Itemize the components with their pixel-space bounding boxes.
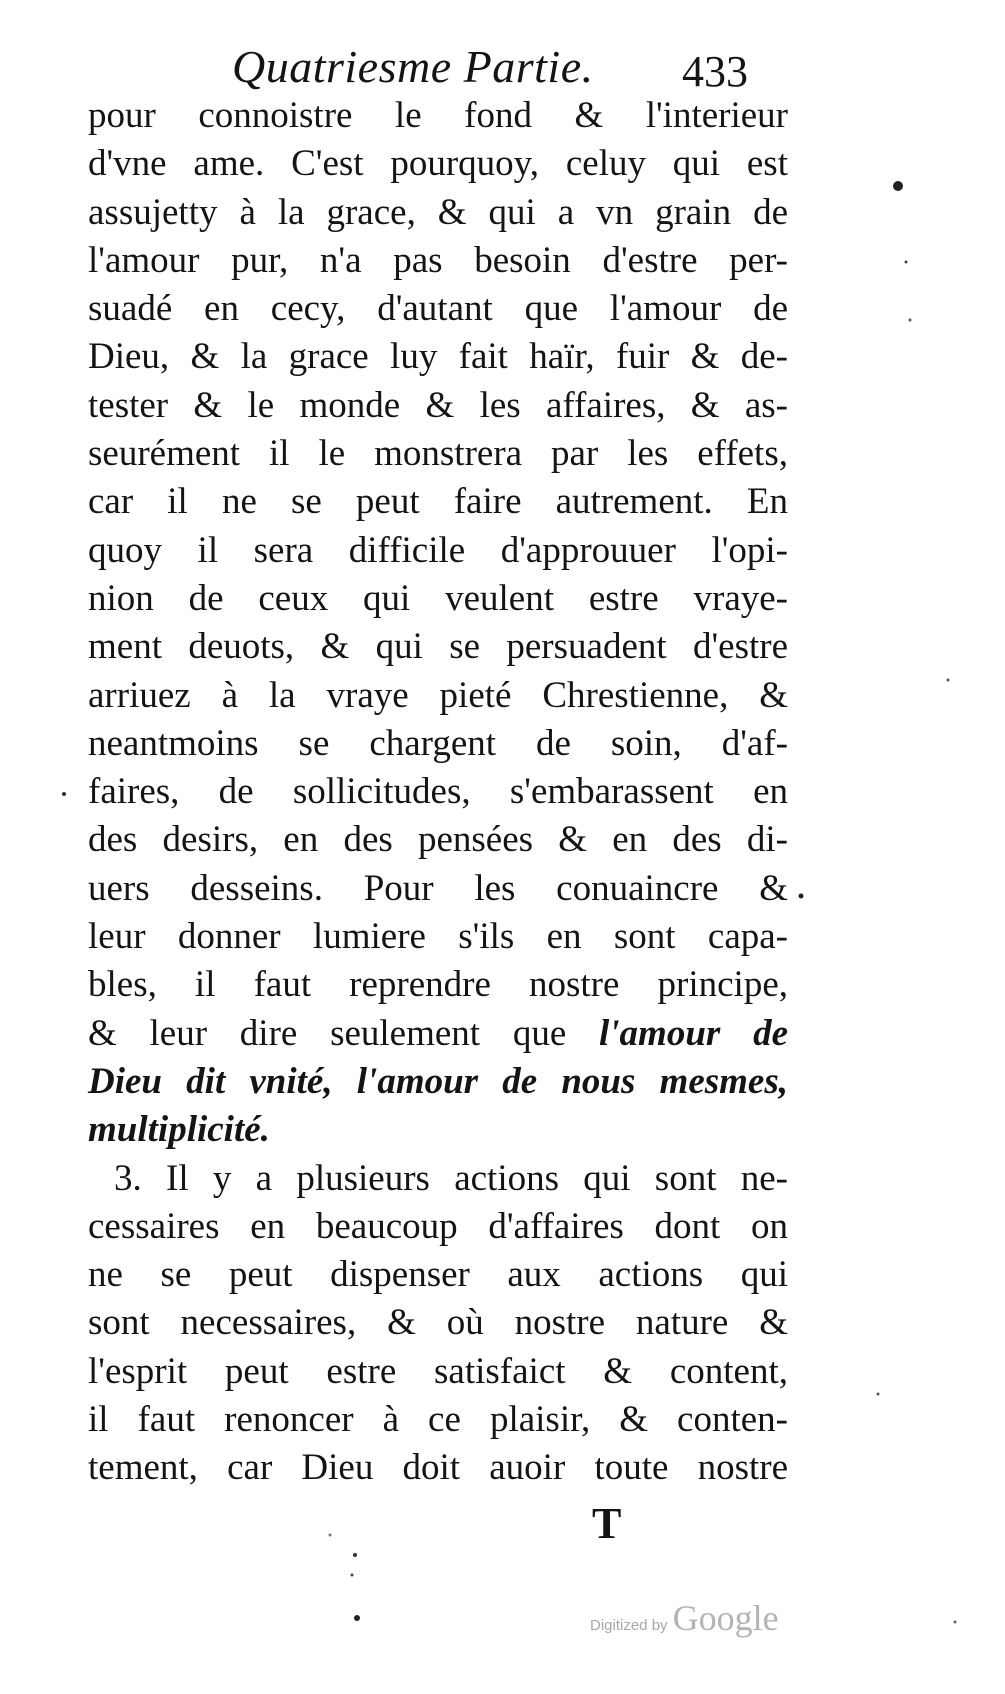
speck <box>799 894 804 899</box>
signature-mark: T <box>592 1499 622 1548</box>
text-roman-segment: & leur dire seulement que <box>88 1012 599 1054</box>
speck <box>905 261 908 264</box>
text-line: seurément il le monstrera par les effets, <box>88 433 788 475</box>
paragraph-3-line: l'esprit peut estre satisfaict & content, <box>88 1350 788 1392</box>
text-line: assujetty à la grace, & qui a vn grain de <box>88 191 788 233</box>
google-logo-text: Google <box>672 1598 779 1638</box>
running-title: Quatriesme Partie. <box>232 41 594 92</box>
speck <box>351 1574 354 1577</box>
text-line: faires, de sollicitudes, s'embarassent en <box>88 771 788 813</box>
text-line: des desirs, en des pensées & en des di- <box>88 819 788 861</box>
paragraph-3-line: cessaires en beaucoup d'affaires dont on <box>88 1205 788 1247</box>
italic-text-line-last: multiplicité. <box>88 1109 270 1151</box>
speck <box>353 1553 357 1557</box>
speck <box>354 1615 360 1621</box>
paragraph-3-line: tement, car Dieu doit auoir toute nostre <box>88 1447 788 1489</box>
digitized-by-text: Digitized by <box>590 1617 668 1634</box>
text-line: d'vne ame. C'est pourquoy, celuy qui est <box>88 143 788 185</box>
speck <box>947 679 950 682</box>
digitized-by-watermark <box>590 1597 800 1647</box>
text-italic-segment: l'amour de <box>599 1012 788 1054</box>
text-line: Dieu, & la grace luy fait haïr, fuir & de- <box>88 336 788 378</box>
paragraph-3-line: ne se peut dispenser aux actions qui <box>88 1254 788 1296</box>
speck <box>62 792 66 796</box>
speck <box>909 319 912 322</box>
speck <box>893 181 903 191</box>
text-line: l'amour pur, n'a pas besoin d'estre per- <box>88 239 788 281</box>
text-line: neantmoins se chargent de soin, d'af- <box>88 722 788 764</box>
text-line-mixed <box>88 1010 788 1058</box>
text-line: pour connoistre le fond & l'interieur <box>88 95 788 136</box>
speck <box>877 1393 880 1396</box>
speck <box>954 1621 957 1624</box>
text-line: arriuez à la vraye pieté Chrestienne, & <box>88 674 788 716</box>
paragraph-3-line: 3. Il y a plusieurs actions qui sont ne- <box>114 1157 788 1199</box>
page-number: 433 <box>682 47 748 96</box>
text-line: car il ne se peut faire autrement. En <box>88 481 788 523</box>
speck <box>329 1534 332 1537</box>
text-line: uers desseins. Pour les conuaincre & <box>88 867 788 909</box>
text-line: suadé en cecy, d'autant que l'amour de <box>88 288 788 330</box>
text-line: bles, il faut reprendre nostre principe, <box>88 964 788 1006</box>
italic-text-line: Dieu dit vnité, l'amour de nous mesmes, <box>88 1060 788 1102</box>
body-text <box>88 92 788 1493</box>
text-line: ment deuots, & qui se persuadent d'estre <box>88 626 788 668</box>
text-line: leur donner lumiere s'ils en sont capa- <box>88 916 788 958</box>
text-line: tester & le monde & les affaires, & as- <box>88 384 788 426</box>
paragraph-3-line: sont necessaires, & où nostre nature & <box>88 1302 788 1344</box>
text-line: quoy il sera difficile d'approuuer l'opi- <box>88 529 788 571</box>
page-header <box>0 36 1005 96</box>
paragraph-3-line: il faut renoncer à ce plaisir, & conten- <box>88 1399 788 1441</box>
text-line: nion de ceux qui veulent estre vraye- <box>88 577 788 619</box>
